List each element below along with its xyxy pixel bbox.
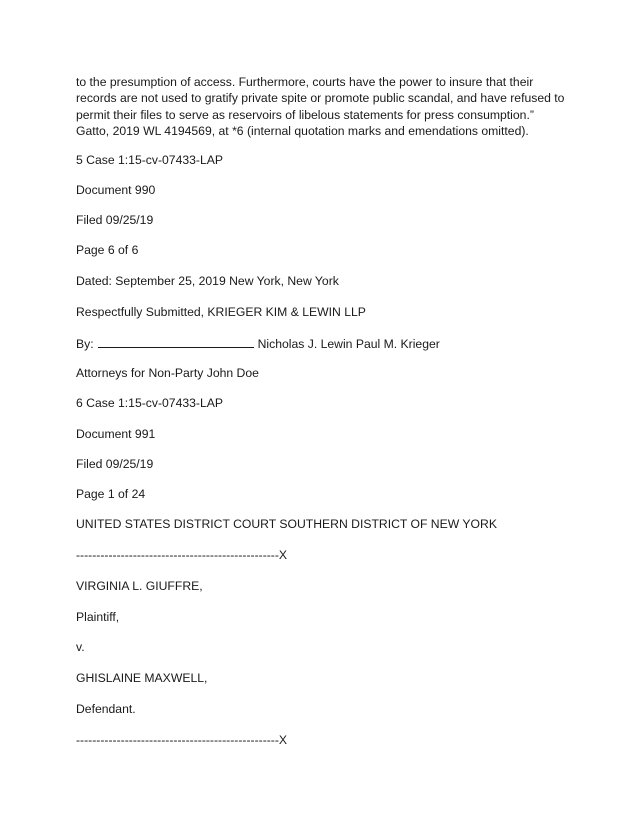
case-header-line: 5 Case 1:15-cv-07433-LAP: [76, 153, 224, 167]
signature-blank: [98, 336, 254, 348]
filed-date-line: Filed 09/25/19: [76, 457, 154, 471]
submitted-line: Respectfully Submitted, KRIEGER KIM & LEWIN LLP: [76, 305, 366, 319]
opening-paragraph: to the presumption of access. Furthermore, courts have the power to insure that their records are not used to gratify private spite or promote public scandal, and have refused to permit their files to serve as reservoirs of libelous statements for press consumption.” Gatto, 2019 WL 4194569, at *6 (internal quotation marks and emendations omitted).: [76, 75, 565, 138]
by-label: By:: [76, 337, 94, 351]
plaintiff-name: VIRGINIA L. GIUFFRE,: [76, 579, 203, 593]
plaintiff-label: Plaintiff,: [76, 610, 120, 624]
court-heading: UNITED STATES DISTRICT COURT SOUTHERN DISTRICT OF NEW YORK: [76, 517, 497, 531]
signers-names: Nicholas J. Lewin Paul M. Krieger: [257, 337, 440, 351]
defendant-name: GHISLAINE MAXWELL,: [76, 671, 208, 685]
page-number-line: Page 1 of 24: [76, 487, 146, 501]
attorneys-line: Attorneys for Non-Party John Doe: [76, 366, 259, 380]
caption-rule-top: --------------------------------------------------X: [76, 548, 288, 562]
filed-date-line: Filed 09/25/19: [76, 213, 154, 227]
versus-label: v.: [76, 640, 85, 654]
document-number-line: Document 990: [76, 183, 156, 197]
dated-line: Dated: September 25, 2019 New York, New York: [76, 274, 339, 288]
defendant-label: Defendant.: [76, 702, 136, 716]
caption-rule-bottom: --------------------------------------------------X: [76, 733, 288, 747]
case-header-line: 6 Case 1:15-cv-07433-LAP: [76, 396, 224, 410]
page-number-line: Page 6 of 6: [76, 243, 139, 257]
document-number-line: Document 991: [76, 427, 156, 441]
signature-line: [76, 336, 440, 352]
